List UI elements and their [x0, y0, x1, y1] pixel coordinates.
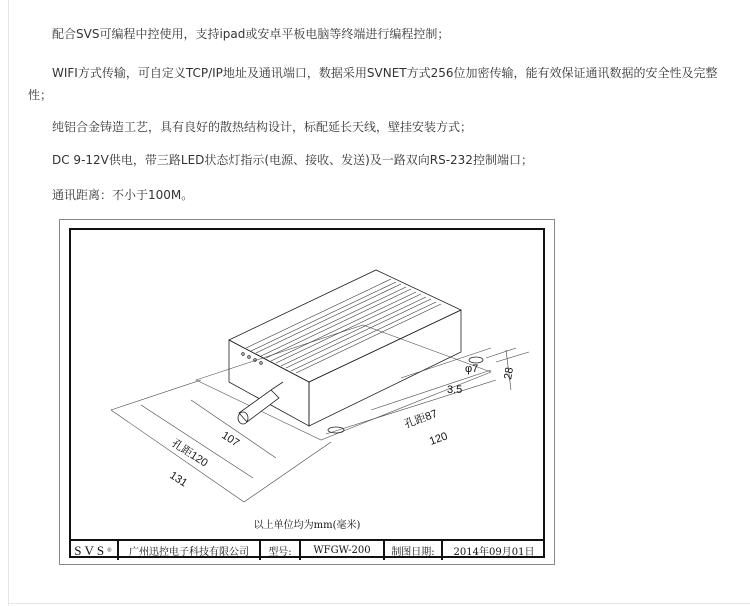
- mount-hole-left: [328, 427, 344, 433]
- feature-paragraph-3: 纯铝合金铸造工艺，具有良好的散热结构设计，标配延长天线，壁挂安装方式；: [52, 120, 473, 134]
- product-dimension-drawing: [59, 219, 555, 565]
- heat-sink-fins: [246, 279, 441, 373]
- content-frame-bottom: [8, 603, 750, 604]
- device-side-face: [309, 310, 461, 426]
- model-label: 型号:: [261, 541, 301, 560]
- dim-phi-7: φ7: [465, 363, 479, 375]
- antenna: [238, 382, 283, 424]
- date-value: 2014年09月01日: [453, 547, 535, 558]
- dim-28: 28: [502, 366, 517, 381]
- feature-paragraph-2: WIFI方式传输，可自定义TCP/IP地址及通讯端口，数据采用SVNET方式256位加密传输，能有效保证通讯数据的安全性及完整性；: [28, 66, 718, 102]
- date-label: 制图日期:: [385, 541, 443, 560]
- dim-3-5: 3.5: [447, 384, 463, 396]
- dim-120: 120: [427, 430, 450, 448]
- dim-107: 107: [219, 429, 242, 450]
- drawing-title-block: [69, 539, 545, 560]
- device-illustration: [71, 230, 541, 516]
- content-frame-left: [8, 0, 9, 606]
- led-indicators: [242, 353, 263, 365]
- dim-131: 131: [167, 469, 190, 490]
- company-name: 广州迅控电子科技有限公司: [119, 541, 261, 560]
- dim-hole-87: 孔距87: [402, 407, 440, 431]
- feature-paragraph-5: 通讯距离：不小于100M。: [52, 188, 194, 202]
- dim-hole-120: 孔距120: [169, 437, 210, 470]
- unit-note: 以上单位均为mm(毫米): [253, 520, 361, 531]
- feature-paragraph-1: 配合SVS可编程中控使用，支持ipad或安卓平板电脑等终端进行编程控制；: [52, 27, 450, 41]
- svs-logo: SVS ®: [69, 541, 119, 560]
- feature-paragraph-4: DC 9-12V供电，带三路LED状态灯指示(电源、接收、发送)及一路双向RS-232控制端口；: [52, 153, 533, 167]
- model-value: WFGW-200: [301, 541, 385, 560]
